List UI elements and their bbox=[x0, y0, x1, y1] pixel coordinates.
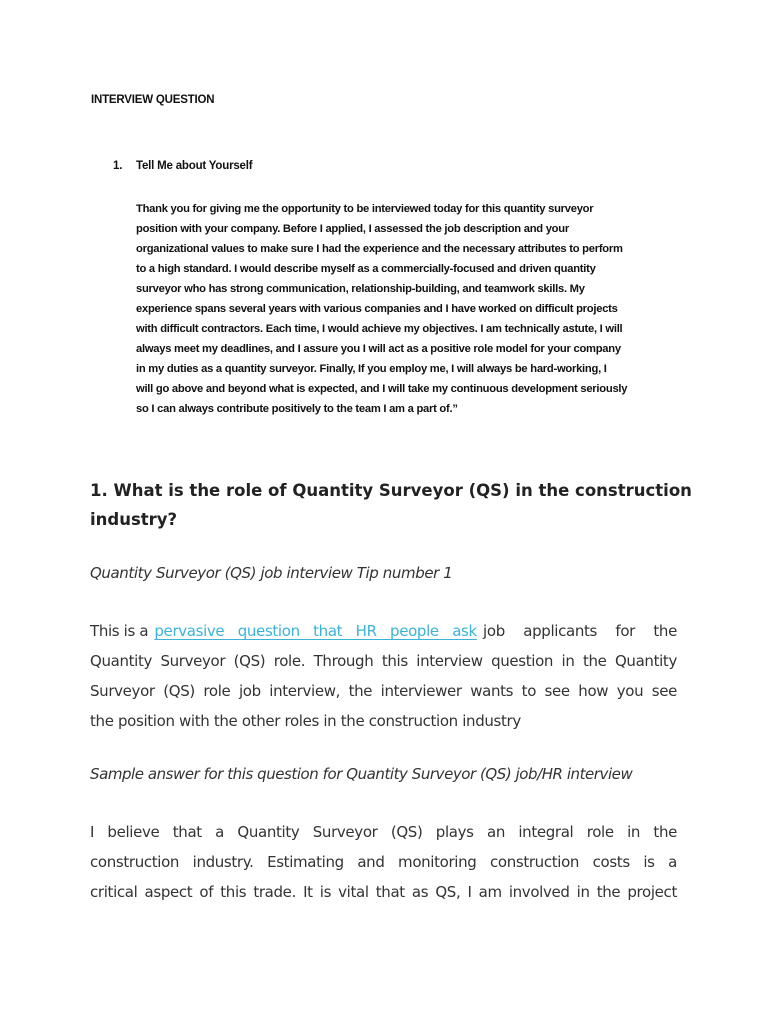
sample-answer-line: critical aspect of this trade. It is vital that as QS, I am involved in the project bbox=[90, 883, 677, 901]
section-heading-line-2: industry? bbox=[90, 510, 178, 529]
question-1-label: Tell Me about Yourself bbox=[136, 160, 253, 172]
answer-line: surveyor who has strong communication, relationship-building, and teamwork skills. My bbox=[136, 283, 585, 295]
intro-line: Surveyor (QS) role job interview, the interviewer wants to see how you see bbox=[90, 682, 677, 700]
sample-answer-line: I believe that a Quantity Surveyor (QS) plays an integral role in the bbox=[90, 823, 677, 841]
answer-line: organizational values to make sure I had the experience and the necessary attributes to perform bbox=[136, 243, 623, 255]
answer-line: so I can always contribute positively to the team I am a part of.” bbox=[136, 403, 458, 415]
answer-line: will go above and beyond what is expected, and I will take my continuous development seriously bbox=[136, 383, 628, 395]
intro-suffix: job applicants for the bbox=[483, 622, 677, 640]
question-1-number: 1. bbox=[113, 160, 123, 172]
intro-prefix: This is a bbox=[90, 622, 149, 640]
answer-line: to a high standard. I would describe myself as a commercially-focused and driven quantity bbox=[136, 263, 596, 275]
intro-first-line bbox=[90, 616, 677, 646]
answer-line: position with your company. Before I applied, I assessed the job description and your bbox=[136, 223, 569, 235]
answer-line: with difficult contractors. Each time, I would achieve my objectives. I am technically astute, I will bbox=[136, 323, 623, 335]
section-heading-line-1: 1. What is the role of Quantity Surveyor (QS) in the construction bbox=[90, 481, 692, 500]
answer-line: experience spans several years with various companies and I have worked on difficult projects bbox=[136, 303, 618, 315]
intro-line: Quantity Surveyor (QS) role. Through this interview question in the Quantity bbox=[90, 652, 677, 670]
hr-question-link[interactable]: pervasive question that HR people ask bbox=[154, 622, 477, 640]
section-heading bbox=[90, 476, 692, 534]
document-title: INTERVIEW QUESTION bbox=[91, 94, 215, 106]
tip-label: Quantity Surveyor (QS) job interview Tip number 1 bbox=[90, 564, 453, 582]
sample-answer-label: Sample answer for this question for Quantity Surveyor (QS) job/HR interview bbox=[90, 765, 633, 783]
sample-answer-line: construction industry. Estimating and monitoring construction costs is a bbox=[90, 853, 677, 871]
answer-line: in my duties as a quantity surveyor. Finally, If you employ me, I will always be hard-working, I bbox=[136, 363, 607, 375]
question-1-answer bbox=[136, 199, 681, 419]
question-1-heading bbox=[113, 160, 252, 172]
intro-line: the position with the other roles in the construction industry bbox=[90, 712, 521, 730]
sample-answer-paragraph bbox=[90, 817, 677, 907]
answer-line: always meet my deadlines, and I assure you I will act as a positive role model for your company bbox=[136, 343, 621, 355]
answer-line: Thank you for giving me the opportunity to be interviewed today for this quantity surveyor bbox=[136, 203, 594, 215]
intro-paragraph bbox=[90, 616, 677, 736]
